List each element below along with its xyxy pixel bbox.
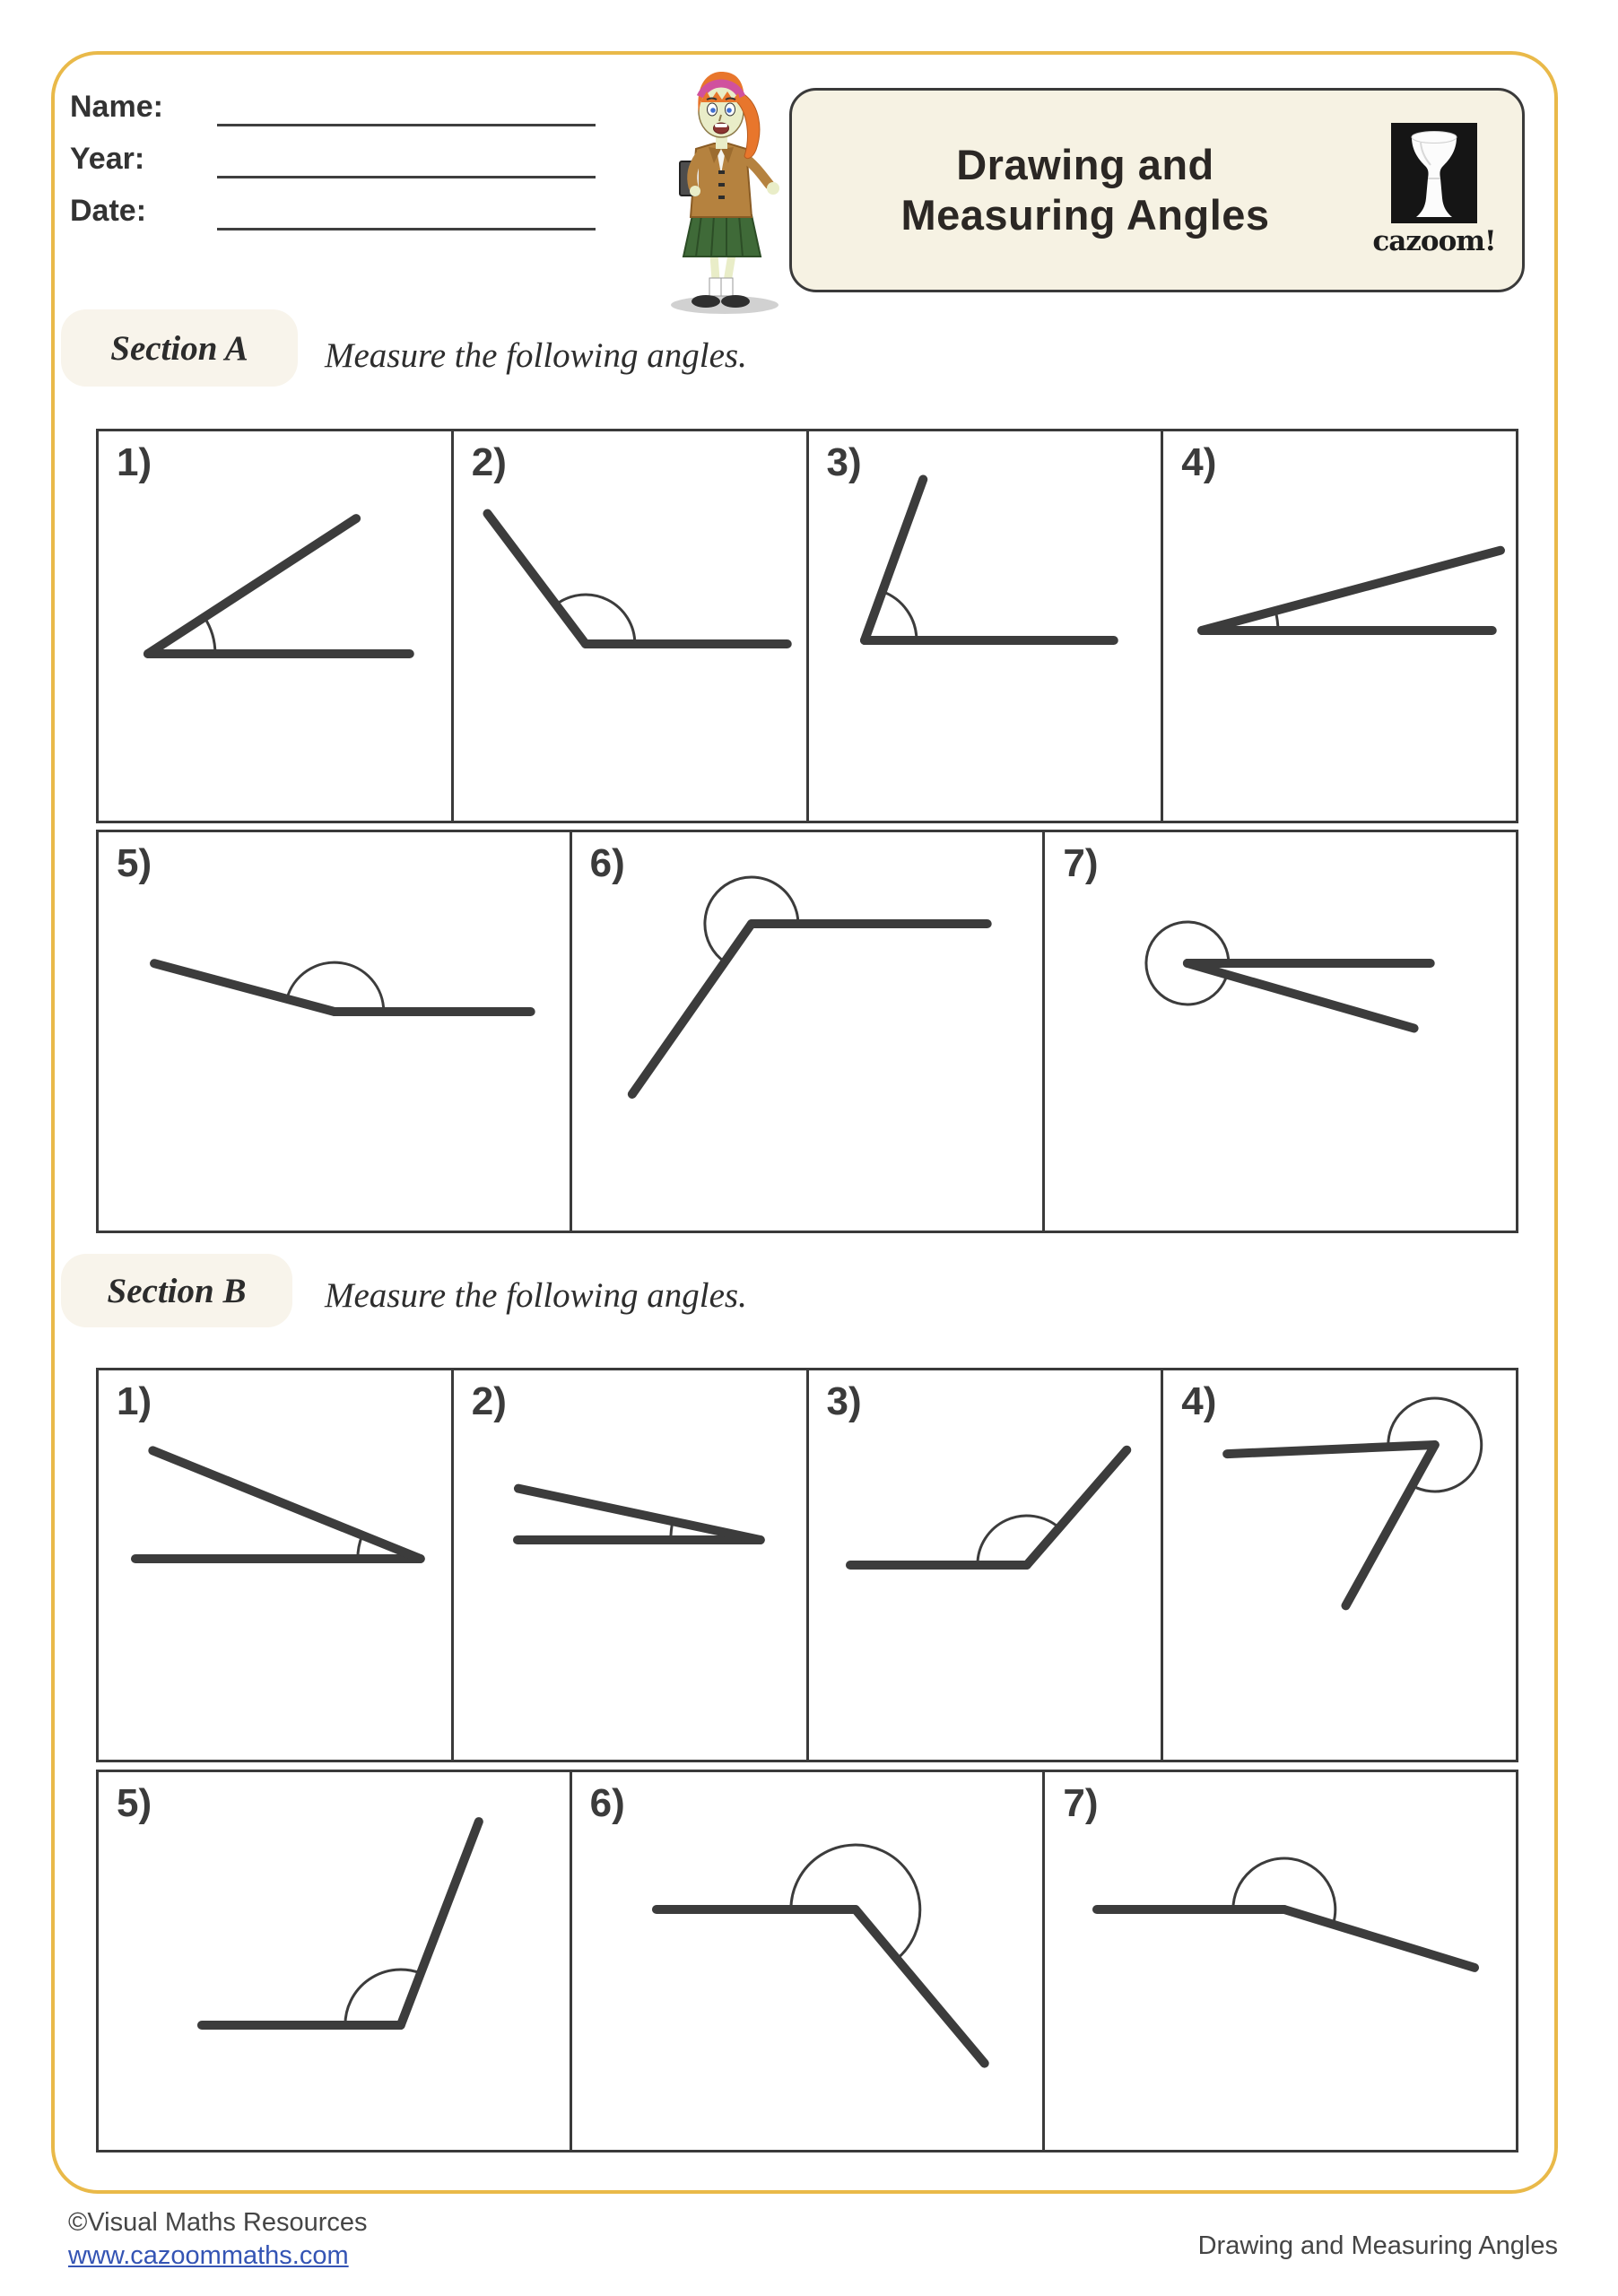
problem-number: 4) (1181, 440, 1217, 484)
angle-diagram (99, 832, 570, 1231)
name-label: Name: (70, 90, 163, 124)
section-b-title: Section B (107, 1271, 247, 1310)
angle-problem-cell (572, 832, 1046, 1231)
angle-diagram (572, 1772, 1043, 2150)
angle-problem-cell (454, 431, 809, 821)
angle-diagram (1045, 1772, 1516, 2150)
goblet-drum-icon (1391, 123, 1477, 223)
angle-diagram (99, 1370, 451, 1760)
angle-problem-cell (1045, 1772, 1516, 2150)
student-character-illustration (628, 57, 812, 319)
section-a-instruction: Measure the following angles. (325, 336, 747, 375)
angle-problem-cell (572, 1772, 1046, 2150)
angle-diagram (99, 1772, 570, 2150)
title-line-2: Measuring Angles (900, 191, 1270, 239)
angle-problem-cell (809, 1370, 1164, 1760)
angle-diagram (809, 1370, 1161, 1760)
problem-number: 3) (826, 440, 862, 484)
title-line-1: Drawing and (956, 140, 1214, 188)
problem-number: 1) (117, 440, 152, 484)
cazoom-logo (1362, 123, 1506, 257)
angle-diagram (454, 431, 806, 821)
year-label: Year: (70, 142, 145, 176)
angle-problem-cell (99, 431, 454, 821)
copyright-text: ©Visual Maths Resources (68, 2208, 368, 2237)
date-label: Date: (70, 194, 147, 228)
logo-wordmark: cazoom! (1372, 225, 1496, 257)
angle-diagram (1163, 431, 1516, 821)
angle-problem-cell (809, 431, 1164, 821)
angle-diagram (1045, 832, 1516, 1231)
problem-number: 6) (589, 841, 625, 885)
section-a-pill (61, 309, 298, 387)
worksheet-title-box (789, 88, 1525, 292)
section-b-instruction: Measure the following angles. (325, 1276, 747, 1315)
angle-diagram (454, 1370, 806, 1760)
angle-problem-cell (99, 1370, 454, 1760)
section-a-grid-row-1 (96, 429, 1518, 823)
problem-number: 7) (1063, 1781, 1099, 1825)
section-a-title: Section A (110, 328, 248, 368)
section-a-grid-row-2 (96, 830, 1518, 1233)
angle-problem-cell (1163, 431, 1516, 821)
footer-document-title: Drawing and Measuring Angles (1197, 2231, 1558, 2260)
name-write-line (217, 91, 596, 126)
problem-number: 1) (117, 1379, 152, 1423)
problem-number: 3) (826, 1379, 862, 1423)
angle-diagram (1163, 1370, 1516, 1760)
section-b-pill (61, 1254, 292, 1327)
year-write-line (217, 143, 596, 178)
date-write-line (217, 195, 596, 230)
angle-problem-cell (1163, 1370, 1516, 1760)
section-b-grid-row-1 (96, 1368, 1518, 1762)
year-field-row (70, 142, 596, 178)
angle-diagram (572, 832, 1043, 1231)
problem-number: 2) (471, 440, 507, 484)
problem-number: 4) (1181, 1379, 1217, 1423)
angle-diagram (809, 431, 1161, 821)
angle-diagram (99, 431, 451, 821)
problem-number: 6) (589, 1781, 625, 1825)
date-field-row (70, 194, 596, 230)
angle-problem-cell (99, 832, 572, 1231)
section-b-grid-row-2 (96, 1770, 1518, 2152)
problem-number: 2) (471, 1379, 507, 1423)
worksheet-title (808, 140, 1362, 241)
problem-number: 5) (117, 841, 152, 885)
angle-problem-cell (1045, 832, 1516, 1231)
name-field-row (70, 90, 596, 126)
website-link[interactable]: www.cazoommaths.com (68, 2241, 349, 2270)
problem-number: 5) (117, 1781, 152, 1825)
angle-problem-cell (454, 1370, 809, 1760)
problem-number: 7) (1063, 841, 1099, 885)
angle-problem-cell (99, 1772, 572, 2150)
